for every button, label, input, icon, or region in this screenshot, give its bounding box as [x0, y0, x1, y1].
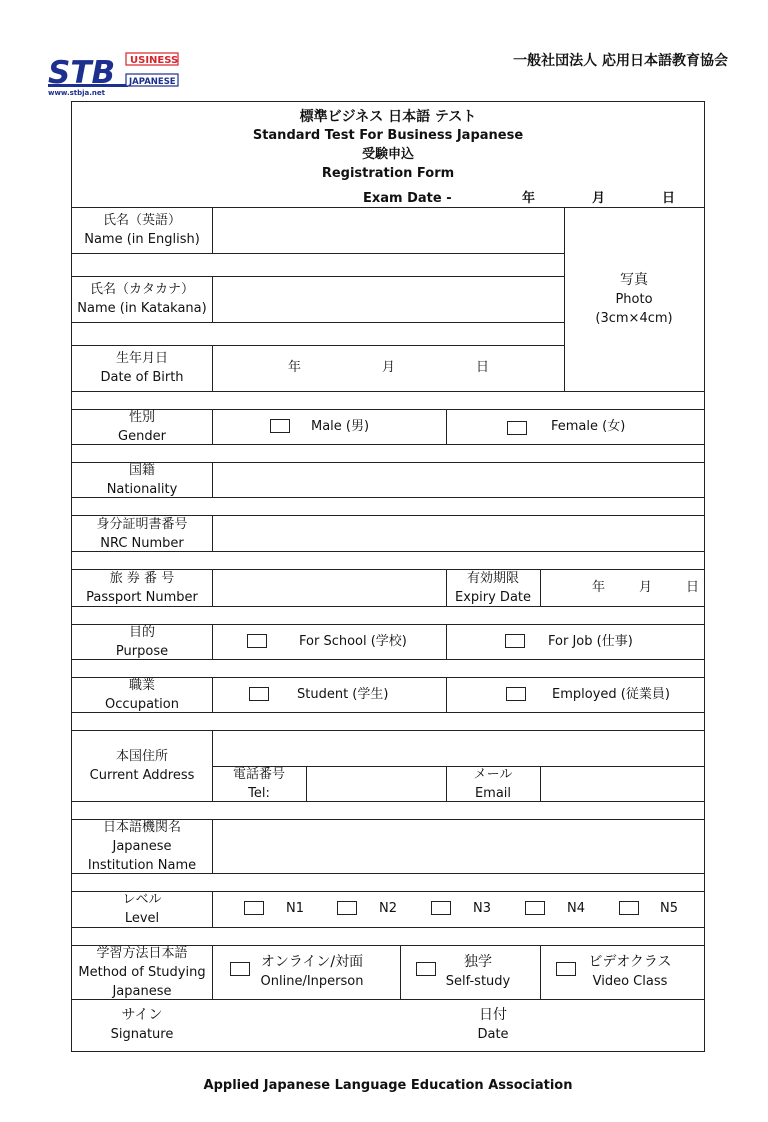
signature-label-jp: サイン [121, 1007, 163, 1023]
tel-input[interactable] [307, 767, 446, 801]
address-label-jp: 本国住所 [115, 749, 169, 764]
video-class-checkbox[interactable] [556, 962, 576, 976]
expiry-label [455, 569, 531, 607]
name-english-label-en: Name (in English) [84, 232, 200, 247]
video-class-label [588, 953, 671, 991]
purpose-label [116, 623, 168, 661]
tel-label [233, 765, 285, 803]
nationality-label [107, 461, 178, 499]
exam-date-year[interactable]: 年 [522, 191, 536, 206]
student-label: Student (学生) [297, 687, 389, 702]
self-study-label-en: Self-study [445, 974, 511, 989]
logo-japanese-text: JAPANESE [129, 77, 176, 87]
expiry-label-jp: 有効期限 [466, 571, 520, 586]
nationality-label-en: Nationality [106, 482, 178, 497]
signature-label-en: Signature [110, 1027, 174, 1042]
level-label-jp: レベル [122, 892, 162, 907]
photo-size-label: (3cm×4cm) [595, 311, 673, 326]
employed-checkbox[interactable] [506, 687, 526, 701]
form-title-en: Registration Form [321, 166, 455, 181]
logo-main-text: STB [48, 55, 116, 91]
signature-label [111, 1006, 174, 1044]
n4-checkbox[interactable] [525, 901, 545, 915]
institution-input[interactable] [213, 820, 704, 873]
student-checkbox[interactable] [249, 687, 269, 701]
photo-label-jp: 写真 [619, 272, 648, 288]
institution-label-jp: 日本語機関名 [102, 820, 181, 835]
name-katakana-label [77, 280, 206, 318]
video-class-label-jp: ビデオクラス [588, 954, 672, 970]
logo [46, 50, 181, 98]
method-label-en2: Japanese [112, 984, 172, 999]
gender-label-en: Gender [118, 429, 166, 444]
n3-checkbox[interactable] [431, 901, 451, 915]
name-katakana-input[interactable] [213, 277, 564, 322]
purpose-label-jp: 目的 [128, 625, 156, 640]
n1-label: N1 [286, 901, 304, 916]
employed-label: Employed (従業員) [552, 687, 670, 702]
for-school-label: For School (学校) [299, 634, 407, 649]
logo-business-text: USINESS [130, 55, 179, 66]
exam-date-month[interactable]: 月 [592, 191, 606, 206]
org-name: 一般社団法人 応用日本語教育協会 [513, 53, 728, 69]
dob-year[interactable]: 年 [288, 360, 302, 375]
photo-box[interactable] [595, 271, 672, 328]
method-label [78, 944, 205, 1001]
address-input[interactable] [213, 731, 704, 766]
n3-label: N3 [473, 901, 491, 916]
online-label [261, 953, 364, 991]
email-label-jp: メール [473, 767, 513, 782]
online-checkbox[interactable] [230, 962, 250, 976]
address-label [90, 747, 195, 785]
name-english-label [84, 211, 200, 249]
date-label-jp: 日付 [478, 1007, 507, 1023]
institution-label-en2: Institution Name [87, 858, 197, 873]
logo-graphic [46, 50, 181, 98]
photo-label-en: Photo [615, 292, 653, 307]
signature-input[interactable] [213, 1000, 446, 1051]
tel-label-jp: 電話番号 [232, 767, 286, 782]
for-job-checkbox[interactable] [505, 634, 525, 648]
occupation-label-en: Occupation [105, 697, 179, 712]
dob-label-jp: 生年月日 [115, 351, 169, 366]
occupation-label-jp: 職業 [128, 678, 156, 693]
expiry-day[interactable]: 日 [686, 580, 700, 595]
level-label-en: Level [124, 911, 160, 926]
nationality-label-jp: 国籍 [128, 463, 156, 478]
passport-label-en: Passport Number [86, 590, 198, 605]
institution-label [88, 818, 196, 875]
n5-label: N5 [660, 901, 678, 916]
nrc-label-en: NRC Number [100, 536, 184, 551]
nrc-label-jp: 身分証明書番号 [96, 517, 188, 532]
name-katakana-label-jp: 氏名（カタカナ） [89, 282, 195, 297]
exam-date-label: Exam Date - [363, 191, 452, 206]
address-label-en: Current Address [89, 768, 195, 783]
female-label: Female (女) [551, 419, 626, 434]
logo-url: www.stbja.net [48, 89, 105, 97]
male-label: Male (男) [311, 419, 370, 434]
female-checkbox[interactable] [507, 421, 527, 435]
name-katakana-label-en: Name (in Katakana) [77, 301, 207, 316]
dob-month[interactable]: 月 [382, 360, 396, 375]
video-class-label-en: Video Class [592, 974, 668, 989]
name-english-label-jp: 氏名（英語） [102, 213, 181, 228]
occupation-label [105, 676, 179, 714]
form-title-jp: 受験申込 [361, 147, 415, 162]
online-label-en: Online/Inperson [260, 974, 364, 989]
expiry-label-en: Expiry Date [454, 590, 532, 605]
passport-label [86, 569, 198, 607]
date-label [477, 1006, 508, 1044]
email-input[interactable] [541, 767, 704, 801]
email-label [474, 765, 513, 803]
n2-checkbox[interactable] [337, 901, 357, 915]
self-study-label [446, 953, 510, 991]
self-study-checkbox[interactable] [416, 962, 436, 976]
title-en: Standard Test For Business Japanese [252, 128, 524, 143]
gender-label [118, 408, 166, 446]
online-label-jp: オンライン/対面 [260, 954, 364, 970]
n2-label: N2 [379, 901, 397, 916]
gender-label-jp: 性別 [128, 410, 155, 425]
dob-day[interactable]: 日 [476, 360, 490, 375]
title-jp: 標準ビジネス 日本語 テスト [299, 109, 477, 125]
self-study-label-jp: 独学 [463, 954, 492, 970]
tel-label-en: Tel: [248, 786, 270, 801]
passport-input[interactable] [213, 570, 446, 606]
purpose-label-en: Purpose [115, 644, 169, 659]
for-job-label: For Job (仕事) [548, 634, 633, 649]
for-school-checkbox[interactable] [247, 634, 267, 648]
dob-label [100, 349, 183, 387]
dob-label-en: Date of Birth [100, 370, 184, 385]
institution-label-en1: Japanese [112, 839, 172, 854]
n1-checkbox[interactable] [244, 901, 264, 915]
exam-date-day[interactable]: 日 [662, 191, 676, 206]
date-label-en: Date [477, 1027, 509, 1042]
passport-label-jp: 旅 券 番 号 [109, 571, 175, 586]
expiry-year[interactable]: 年 [592, 580, 606, 595]
email-label-en: Email [474, 786, 512, 801]
nrc-input[interactable] [213, 516, 704, 551]
name-english-input[interactable] [213, 208, 564, 253]
method-label-en1: Method of Studying [78, 965, 206, 980]
footer-text: Applied Japanese Language Education Association [203, 1078, 573, 1093]
method-label-jp: 学習方法日本語 [96, 946, 188, 961]
nationality-input[interactable] [213, 463, 704, 497]
expiry-month[interactable]: 月 [639, 580, 653, 595]
level-label [122, 890, 161, 928]
n5-checkbox[interactable] [619, 901, 639, 915]
n4-label: N4 [567, 901, 585, 916]
nrc-label [96, 515, 187, 553]
male-checkbox[interactable] [270, 419, 290, 433]
